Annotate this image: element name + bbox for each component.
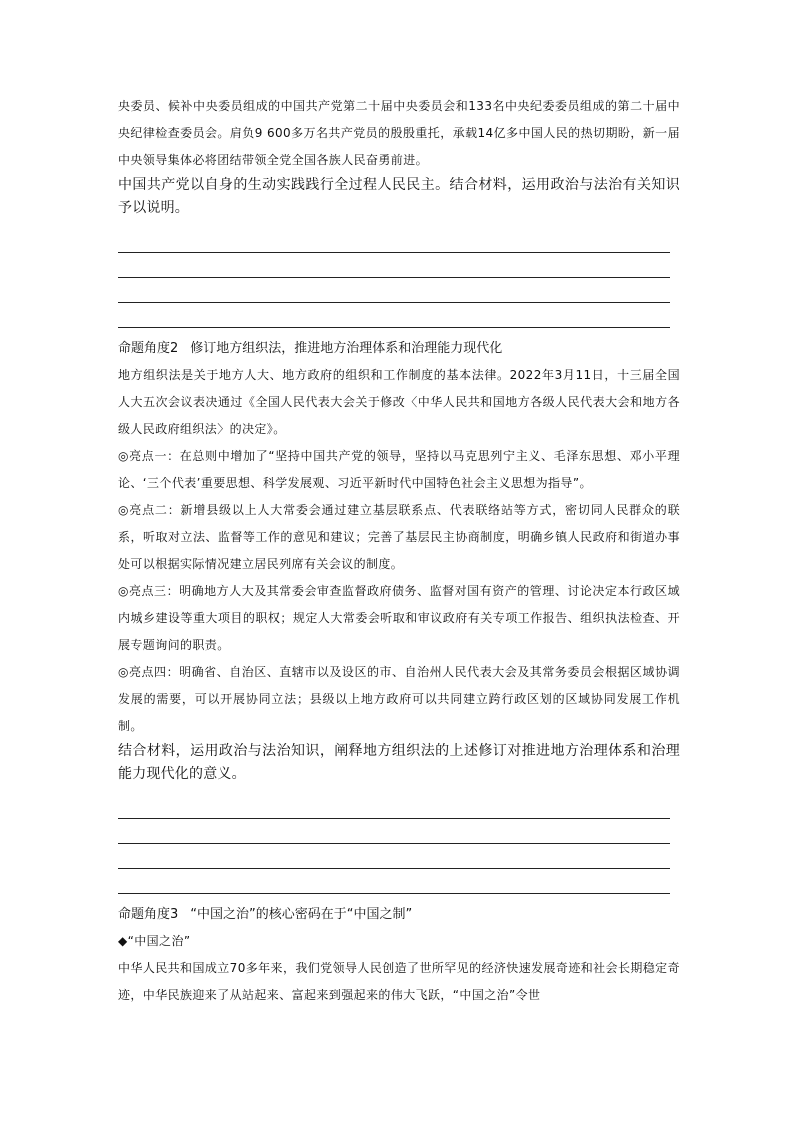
highlight-point-3: ◎亮点三：明确地方人大及其常委会审查监督政府债务、监督对国有资产的管理、讨论决定本行政区域内城乡建设等重大项目的职权；规定人大常委会听取和审议政府有关专项工作报告、组织执法检查、开展专题询问的职责。 xyxy=(118,584,680,652)
section2-label: 命题角度2 xyxy=(118,341,179,356)
highlight-point-4: ◎亮点四：明确省、自治区、直辖市以及设区的市、自治州人民代表大会及其常务委员会根据区域协调发展的需要，可以开展协同立法；县级以上地方政府可以共同建立跨行政区划的区域协同发展工作机制。 xyxy=(118,665,680,733)
section2-title: 修订地方组织法，推进地方治理体系和治理能力现代化 xyxy=(190,341,503,356)
answer-lines-2 xyxy=(118,794,680,894)
answer-line[interactable] xyxy=(118,819,670,844)
section3-heading xyxy=(118,902,680,928)
page-content xyxy=(118,93,680,1009)
highlight-point-1: ◎亮点一：在总则中增加了“坚持中国共产党的领导，坚持以马克思列宁主义、毛泽东思想、邓小平理论、‘三个代表’重要思想、科学发展观、习近平新时代中国特色社会主义思想为指导”。 xyxy=(118,449,680,490)
answer-line[interactable] xyxy=(118,228,670,253)
answer-line[interactable] xyxy=(118,869,670,894)
section1-paragraph: 央委员、候补中央委员组成的中国共产党第二十届中央委员会和133名中央纪委委员组成的第二十届中央纪律检查委员会。肩负9 600多万名共产党员的殷殷重托，承载14亿多中国人民的热切期盼，新一届中央领导集体必将团结带领全党全国各族人民奋勇前进。 xyxy=(118,99,680,167)
section3-paragraph: 中华人民共和国成立70多年来，我们党领导人民创造了世所罕见的经济快速发展奇迹和社会长期稳定奇迹，中华民族迎来了从站起来、富起来到强起来的伟大飞跃，“中国之治”令世 xyxy=(118,961,680,1002)
section3-subhead: ◆“中国之治” xyxy=(118,934,191,948)
section1-question: 中国共产党以自身的生动实践践行全过程人民民主。结合材料，运用政治与法治有关知识予以说明。 xyxy=(118,177,680,216)
section2-intro: 地方组织法是关于地方人大、地方政府的组织和工作制度的基本法律。2022年3月11日，十三届全国人大五次会议表决通过《全国人民代表大会关于修改〈中华人民共和国地方各级人民代表大会和地方各级人民政府组织法〉的决定》。 xyxy=(118,368,680,436)
section3-title: “中国之治”的核心密码在于“中国之制” xyxy=(190,907,413,922)
answer-line[interactable] xyxy=(118,278,670,303)
section2-question: 结合材料，运用政治与法治知识，阐释地方组织法的上述修订对推进地方治理体系和治理能力现代化的意义。 xyxy=(118,743,680,782)
answer-line[interactable] xyxy=(118,303,670,328)
answer-lines-1 xyxy=(118,228,680,328)
answer-line[interactable] xyxy=(118,844,670,869)
section3-label: 命题角度3 xyxy=(118,907,179,922)
answer-line[interactable] xyxy=(118,253,670,278)
answer-line[interactable] xyxy=(118,794,670,819)
highlight-point-2: ◎亮点二：新增县级以上人大常委会通过建立基层联系点、代表联络站等方式，密切同人民群众的联系，听取对立法、监督等工作的意见和建议；完善了基层民主协商制度，明确乡镇人民政府和街道办事处可以根据实际情况建立居民列席有关会议的制度。 xyxy=(118,503,680,571)
section2-heading xyxy=(118,336,680,362)
